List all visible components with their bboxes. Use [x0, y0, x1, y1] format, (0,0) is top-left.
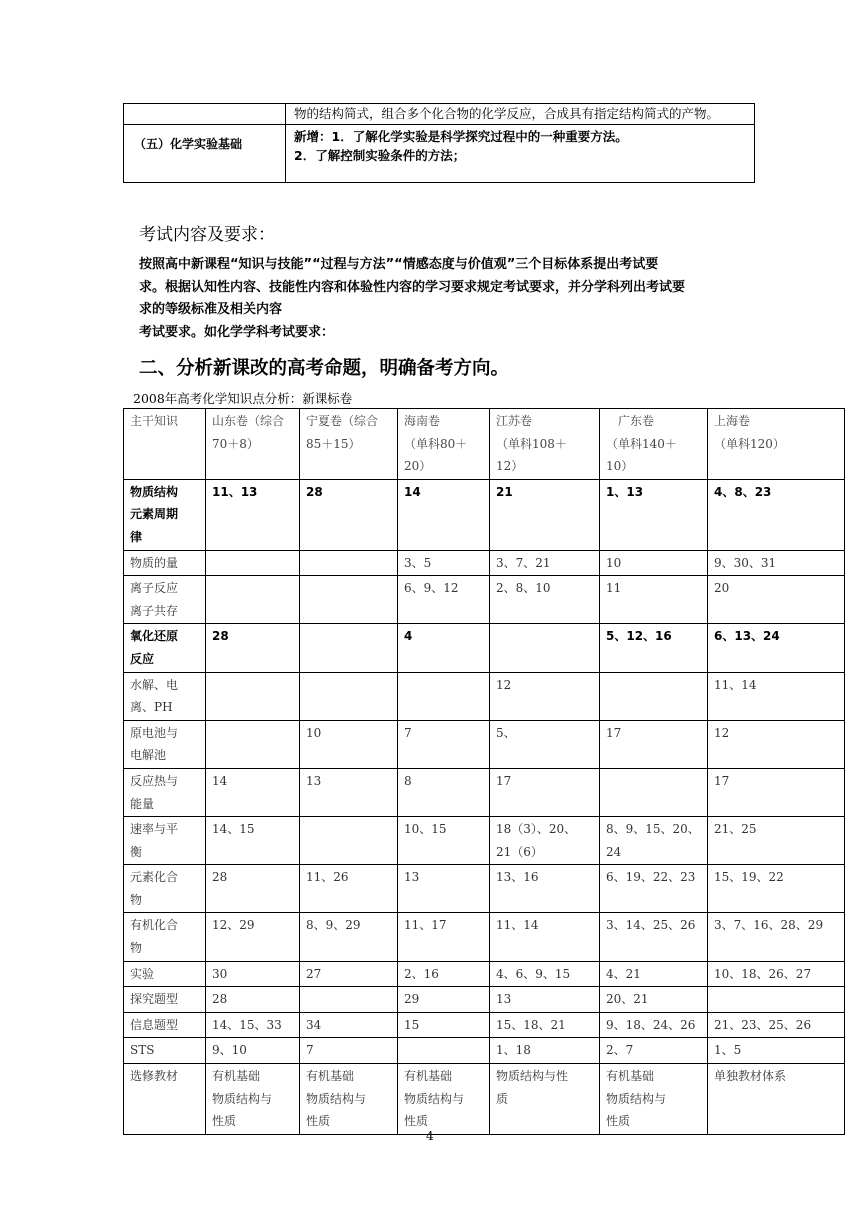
cell-line: 17 [714, 773, 730, 788]
cell-line: 主干知识 [130, 414, 179, 428]
table-row [124, 1064, 845, 1135]
table-row [124, 576, 845, 624]
cell-line: 11、13 [212, 484, 258, 499]
cell-line: 28 [212, 992, 228, 1007]
cell-shandong [206, 1038, 300, 1064]
cell-line: 11、17 [404, 918, 447, 933]
cell-line: 27 [306, 966, 322, 981]
cell-line: 11、14 [714, 677, 757, 692]
cell-hainan [398, 479, 490, 550]
cell-line: 选修教材 [130, 1069, 179, 1084]
cell-line: 9、10 [212, 1043, 247, 1058]
cell-ningxia [300, 1038, 398, 1064]
cell-line: 2、7 [606, 1043, 634, 1058]
cell-guangdong [600, 768, 708, 816]
cell-shanghai [708, 576, 845, 624]
cell-line: 14、15、33 [212, 1017, 282, 1032]
cell-ningxia [300, 1064, 398, 1135]
cell-line: 11 [606, 581, 622, 596]
cell-shandong [206, 720, 300, 768]
cell-line: 12） [496, 459, 524, 474]
analysis-table [123, 408, 845, 1135]
cell-hainan [398, 720, 490, 768]
header-cell-guangdong [600, 409, 708, 480]
cell-line: 6、19、22、23 [606, 870, 696, 885]
cell-jiangsu [490, 624, 600, 672]
cell-line: 物 [130, 892, 143, 907]
cell-line: 28 [306, 484, 323, 499]
section-heading: 考试内容及要求： [139, 225, 275, 245]
cell-jiangsu [490, 1012, 600, 1038]
cell-line: 有机基础 [306, 1069, 355, 1084]
table-row [124, 1038, 845, 1064]
cell-shandong [206, 672, 300, 720]
cell-line: 信息题型 [130, 1017, 179, 1032]
cell-shanghai [708, 550, 845, 576]
cell-topic [124, 720, 206, 768]
cell-line: 10 [606, 555, 622, 570]
table-row [124, 672, 845, 720]
cell-line: 3、7、16、28、29 [714, 918, 824, 933]
cell-guangdong [600, 1038, 708, 1064]
cell-hainan [398, 1038, 490, 1064]
cell-line: 24 [606, 844, 622, 859]
table-header-row [124, 409, 845, 480]
cell-hainan [398, 987, 490, 1013]
cell-line: 10） [606, 459, 634, 474]
cell-shanghai [708, 1038, 845, 1064]
heading-2: 二、分析新课改的高考命题，明确备考方向。 [139, 358, 510, 379]
cell-line: 有机基础 [606, 1069, 655, 1084]
table-row [124, 913, 845, 961]
cell-line: 物质结构与 [212, 1091, 273, 1106]
cell-topic [124, 550, 206, 576]
cell-topic [124, 913, 206, 961]
requirements-table-label: （五）化学实验基础 [124, 125, 286, 183]
cell-line: 宁夏卷（综合 [306, 414, 379, 428]
cell-jiangsu [490, 720, 600, 768]
header-cell-topic [124, 409, 206, 480]
cell-line: 20、21 [606, 992, 649, 1007]
cell-line: 上海卷 [714, 414, 751, 428]
table-row [124, 1012, 845, 1038]
cell-line: 20 [714, 581, 730, 596]
cell-topic [124, 817, 206, 865]
cell-topic [124, 865, 206, 913]
paragraph-line: 考试要求。如化学学科考试要求： [139, 324, 335, 340]
cell-line: 反应热与 [130, 773, 179, 788]
cell-line: （单科108＋ [496, 436, 567, 451]
cell-jiangsu [490, 913, 600, 961]
cell-line: 34 [306, 1017, 322, 1032]
cell-line: 20） [404, 459, 432, 474]
cell-line: 17 [496, 773, 512, 788]
cell-line: 离子反应 [130, 581, 179, 596]
cell-line: 原电池与 [130, 725, 179, 740]
table-row [124, 987, 845, 1013]
cell-line: 11、26 [306, 870, 349, 885]
cell-line: （单科120） [714, 436, 785, 451]
cell-line: 3、7、21 [496, 555, 551, 570]
cell-line: 性质 [306, 1114, 331, 1129]
cell-shanghai [708, 1064, 845, 1135]
cell-jiangsu [490, 1038, 600, 1064]
cell-jiangsu [490, 550, 600, 576]
cell-ningxia [300, 865, 398, 913]
cell-shandong [206, 1064, 300, 1135]
cell-line: 4、6、9、15 [496, 966, 571, 981]
cell-ningxia [300, 817, 398, 865]
cell-line: 85＋15） [306, 436, 361, 451]
cell-line: 21 [496, 484, 513, 499]
cell-shanghai [708, 479, 845, 550]
cell-line: 3、5 [404, 555, 432, 570]
cell-guangdong [600, 865, 708, 913]
cell-line: 21（6） [496, 844, 543, 859]
cell-topic [124, 961, 206, 987]
cell-shanghai [708, 987, 845, 1013]
cell-line: 电解池 [130, 748, 167, 763]
cell-line: 2、8、10 [496, 581, 551, 596]
header-cell-ningxia [300, 409, 398, 480]
cell-guangdong [600, 987, 708, 1013]
cell-line: 性质 [212, 1114, 237, 1129]
cell-jiangsu [490, 961, 600, 987]
cell-ningxia [300, 720, 398, 768]
cell-line: 70＋8） [212, 436, 259, 451]
cell-shandong [206, 768, 300, 816]
cell-shandong [206, 987, 300, 1013]
cell-line: 21、23、25、26 [714, 1017, 812, 1032]
cell-line: 物质结构与性 [496, 1069, 569, 1084]
cell-topic [124, 479, 206, 550]
cell-line: 15、19、22 [714, 870, 784, 885]
cell-shanghai [708, 672, 845, 720]
cell-shandong [206, 479, 300, 550]
cell-line: 10、15 [404, 822, 447, 837]
cell-jiangsu [490, 865, 600, 913]
cell-line: 律 [130, 529, 143, 544]
cell-guangdong [600, 1064, 708, 1135]
cell-topic [124, 987, 206, 1013]
cell-line: 山东卷（综合 [212, 414, 285, 428]
paragraph-line: 求。根据认知性内容、技能性内容和体验性内容的学习要求规定考试要求，并分学科列出考试要 [139, 279, 686, 295]
cell-line: 9、18、24、26 [606, 1017, 696, 1032]
table-caption: 2008年高考化学知识点分析：新课标卷 [133, 391, 353, 406]
cell-hainan [398, 1012, 490, 1038]
cell-line: 衡 [130, 844, 143, 859]
cell-line: 10、18、26、27 [714, 966, 812, 981]
cell-line: 4、21 [606, 966, 641, 981]
cell-guangdong [600, 913, 708, 961]
cell-line: 2、16 [404, 966, 439, 981]
cell-guangdong [600, 817, 708, 865]
cell-line: 14 [404, 484, 421, 499]
table-row [124, 720, 845, 768]
cell-line: 12 [496, 677, 512, 692]
cell-jiangsu [490, 672, 600, 720]
cell-ningxia [300, 987, 398, 1013]
cell-shandong [206, 624, 300, 672]
cell-guangdong [600, 624, 708, 672]
cell-ningxia [300, 961, 398, 987]
cell-line: 6、13、24 [714, 629, 780, 644]
cell-line: 性质 [404, 1114, 429, 1129]
table-row [124, 550, 845, 576]
cell-hainan [398, 550, 490, 576]
cell-line: 单独教材体系 [714, 1069, 787, 1084]
cell-hainan [398, 624, 490, 672]
cell-hainan [398, 913, 490, 961]
cell-line: 实验 [130, 966, 155, 981]
cell-jiangsu [490, 817, 600, 865]
cell-topic [124, 624, 206, 672]
cell-shandong [206, 865, 300, 913]
cell-topic [124, 672, 206, 720]
cell-guangdong [600, 720, 708, 768]
cell-ningxia [300, 913, 398, 961]
cell-line: 反应 [130, 651, 155, 666]
cell-jiangsu [490, 768, 600, 816]
cell-line: 物质结构与 [606, 1091, 667, 1106]
cell-line: 速率与平 [130, 822, 179, 837]
cell-line: 元素周期 [130, 507, 179, 522]
cell-line: （单科80＋ [404, 436, 468, 451]
cell-line: 江苏卷 [496, 414, 533, 428]
cell-line: 3、14、25、26 [606, 918, 696, 933]
cell-ningxia [300, 768, 398, 816]
paragraph [139, 254, 759, 344]
cell-topic [124, 1012, 206, 1038]
cell-line: 8、9、29 [306, 918, 361, 933]
cell-ningxia [300, 479, 398, 550]
cell-line: STS [130, 1043, 155, 1058]
cell-line: 1、18 [496, 1043, 531, 1058]
cell-line: 29 [404, 992, 420, 1007]
cell-line: 13 [306, 773, 322, 788]
cell-ningxia [300, 1012, 398, 1038]
requirements-table [123, 103, 755, 183]
cell-jiangsu [490, 1064, 600, 1135]
table-row [124, 817, 845, 865]
cell-line: 13 [496, 992, 512, 1007]
cell-line: 28 [212, 629, 229, 644]
cell-line: 12 [714, 725, 730, 740]
cell-line: 广东卷 [606, 414, 655, 428]
header-cell-jiangsu [490, 409, 600, 480]
header-cell-hainan [398, 409, 490, 480]
cell-shandong [206, 1012, 300, 1038]
cell-line: 有机基础 [212, 1069, 261, 1084]
cell-line: 7 [306, 1043, 314, 1058]
cell-line: 15、18、21 [496, 1017, 566, 1032]
cell-line: 探究题型 [130, 992, 179, 1007]
cell-line: 8 [404, 773, 412, 788]
cell-line: 有机基础 [404, 1069, 453, 1084]
paragraph-line: 按照高中新课程“知识与技能”“过程与方法”“情感态度与价值观”三个目标体系提出考试要 [139, 257, 659, 272]
cell-line: 7 [404, 725, 412, 740]
cell-line: 14、15 [212, 822, 255, 837]
cell-line: 物质结构与 [404, 1091, 465, 1106]
cell-hainan [398, 1064, 490, 1135]
cell-shandong [206, 913, 300, 961]
header-cell-shandong [206, 409, 300, 480]
cell-guangdong [600, 672, 708, 720]
cell-line: 8、9、15、20、 [606, 822, 700, 837]
cell-line: 11、14 [496, 918, 539, 933]
table-row [124, 479, 845, 550]
cell-topic [124, 768, 206, 816]
cell-hainan [398, 768, 490, 816]
cell-shandong [206, 961, 300, 987]
cell-line: 15 [404, 1017, 420, 1032]
cell-guangdong [600, 479, 708, 550]
cell-jiangsu [490, 987, 600, 1013]
table-row [124, 624, 845, 672]
cell-line: （单科140＋ [606, 436, 677, 451]
cell-line: 21、25 [714, 822, 757, 837]
cell-line: 性质 [606, 1114, 631, 1129]
cell-guangdong [600, 576, 708, 624]
cell-guangdong [600, 961, 708, 987]
cell-line: 9、30、31 [714, 555, 777, 570]
cell-line: 元素化合 [130, 870, 179, 885]
cell-shandong [206, 817, 300, 865]
cell-line: 30 [212, 966, 228, 981]
cell-ningxia [300, 624, 398, 672]
cell-line: 1、13 [606, 484, 644, 499]
cell-shanghai [708, 961, 845, 987]
cell-shandong [206, 550, 300, 576]
cell-hainan [398, 817, 490, 865]
cell-line: 能量 [130, 796, 155, 811]
cell-shanghai [708, 624, 845, 672]
cell-shanghai [708, 1012, 845, 1038]
cell-line: 10 [306, 725, 322, 740]
cell-line: 18（3）、20、 [496, 822, 577, 837]
cell-shanghai [708, 865, 845, 913]
cell-guangdong [600, 1012, 708, 1038]
cell-line: 4 [404, 629, 413, 644]
cell-shanghai [708, 817, 845, 865]
cell-hainan [398, 961, 490, 987]
cell-shanghai [708, 913, 845, 961]
cell-line: 28 [212, 870, 228, 885]
cell-hainan [398, 576, 490, 624]
cell-line: 氧化还原 [130, 629, 179, 644]
requirements-table-empty-cell [124, 104, 286, 125]
table-row [124, 768, 845, 816]
cell-shanghai [708, 768, 845, 816]
cell-topic [124, 1064, 206, 1135]
cell-line: 13、16 [496, 870, 539, 885]
page-number: 4 [426, 1129, 434, 1143]
cell-ningxia [300, 672, 398, 720]
cell-line: 离、PH [130, 700, 173, 715]
cell-hainan [398, 672, 490, 720]
cell-hainan [398, 865, 490, 913]
cell-line: 1、5 [714, 1043, 742, 1058]
cell-line: 物质结构 [130, 484, 179, 499]
cell-jiangsu [490, 479, 600, 550]
cell-line: 离子共存 [130, 603, 179, 618]
cell-line: 5、12、16 [606, 629, 672, 644]
header-cell-shanghai [708, 409, 845, 480]
cell-line: 5、 [496, 725, 516, 740]
cell-line: 物 [130, 941, 143, 956]
cell-line: 4、8、23 [714, 484, 772, 499]
cell-line: 物质的量 [130, 555, 179, 570]
table-row [124, 865, 845, 913]
cell-ningxia [300, 550, 398, 576]
requirements-table-cell: 新增：1．了解化学实验是科学探究过程中的一种重要方法。 2．了解控制实验条件的方法； [286, 125, 755, 183]
cell-line: 17 [606, 725, 622, 740]
cell-topic [124, 1038, 206, 1064]
cell-line: 物质结构与 [306, 1091, 367, 1106]
requirements-table-cell: 物的结构简式，组合多个化合物的化学反应，合成具有指定结构简式的产物。 [286, 104, 755, 125]
table-row [124, 961, 845, 987]
cell-line: 13 [404, 870, 420, 885]
cell-line: 水解、电 [130, 677, 179, 692]
cell-line: 质 [496, 1091, 509, 1106]
cell-line: 14 [212, 773, 228, 788]
cell-line: 海南卷 [404, 414, 441, 428]
cell-line: 有机化合 [130, 918, 179, 933]
cell-line: 6、9、12 [404, 581, 459, 596]
cell-topic [124, 576, 206, 624]
cell-shanghai [708, 720, 845, 768]
cell-line: 12、29 [212, 918, 255, 933]
cell-jiangsu [490, 576, 600, 624]
cell-ningxia [300, 576, 398, 624]
cell-guangdong [600, 550, 708, 576]
cell-shandong [206, 576, 300, 624]
paragraph-line: 求的等级标准及相关内容 [139, 302, 283, 317]
